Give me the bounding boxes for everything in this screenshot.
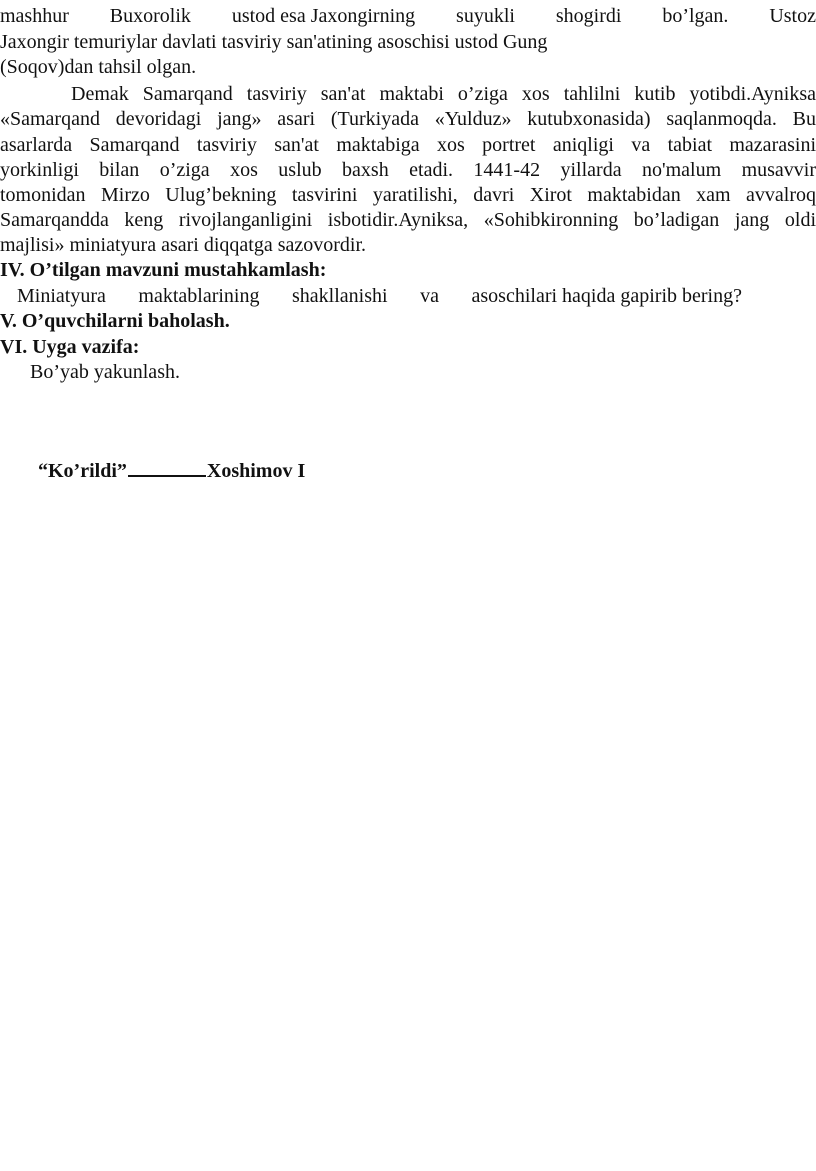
section-6-heading: VI. Uyga vazifa: — [0, 336, 140, 358]
paragraph-2-line-3: asarlarda Samarqand tasviriy san'at maktabiga xos portret aniqligi va tabiat mazarasini — [0, 134, 816, 156]
word: suyukli — [456, 5, 515, 27]
section-5-heading: V. O’quvchilarni baholash. — [0, 310, 230, 332]
section-4-heading: IV. O’tilgan mavzuni mustahkamlash: — [0, 259, 327, 281]
paragraph-2-line-5: tomonidan Mirzo Ulug’bekning tasvirini yaratilishi, davri Xirot maktabidan xam avvalroq — [0, 184, 816, 206]
approval-signature — [38, 458, 305, 484]
paragraph-2-line-2: «Samarqand devoridagi jang» asari (Turkiyada «Yulduz» kutubxonasida) saqlanmoqda. Bu — [0, 108, 816, 130]
paragraph-2-line-4: yorkinligi bilan o’ziga xos uslub baxsh etadi. 1441-42 yillarda no'malum musavvir — [0, 159, 816, 181]
section-6-task: Bo’yab yakunlash. — [30, 361, 180, 383]
word: bo’lgan. — [662, 5, 729, 27]
word: shakllanishi — [292, 285, 388, 307]
word: maktablarining — [138, 285, 260, 307]
paragraph-2-line-7: majlisi» miniatyura asari diqqatga sazovordir. — [0, 234, 367, 256]
signature-blank-line — [128, 458, 206, 477]
word: ustod esa Jaxongirning — [231, 5, 416, 27]
word: asoschilari haqida gapirib bering? — [471, 285, 742, 307]
word: shogirdi — [555, 5, 622, 27]
approval-label: “Ko’rildi” — [38, 460, 127, 482]
approver-name: Xoshimov I — [206, 460, 306, 482]
word: Ustoz — [769, 5, 816, 27]
word: mashhur — [0, 5, 69, 27]
paragraph-2-line-1: Demak Samarqand tasviriy san'at maktabi o’ziga xos tahlilni kutib yotibdi.Ayniksa — [71, 83, 816, 105]
word: va — [420, 285, 439, 307]
paragraph-2-line-6: Samarqandda keng rivojlanganligini isbotidir.Ayniksa, «Sohibkironning bo’ladigan jang oldi — [0, 209, 816, 231]
paragraph-1-line-3: (Soqov)dan tahsil olgan. — [0, 56, 197, 78]
paragraph-1-line-1 — [0, 3, 816, 29]
word: Miniatyura — [17, 285, 106, 307]
section-4-question — [17, 283, 742, 309]
paragraph-1-line-2: Jaxongir temuriylar davlati tasviriy san'atining asoschisi ustod Gung — [0, 31, 548, 53]
word: Buxorolik — [109, 5, 191, 27]
